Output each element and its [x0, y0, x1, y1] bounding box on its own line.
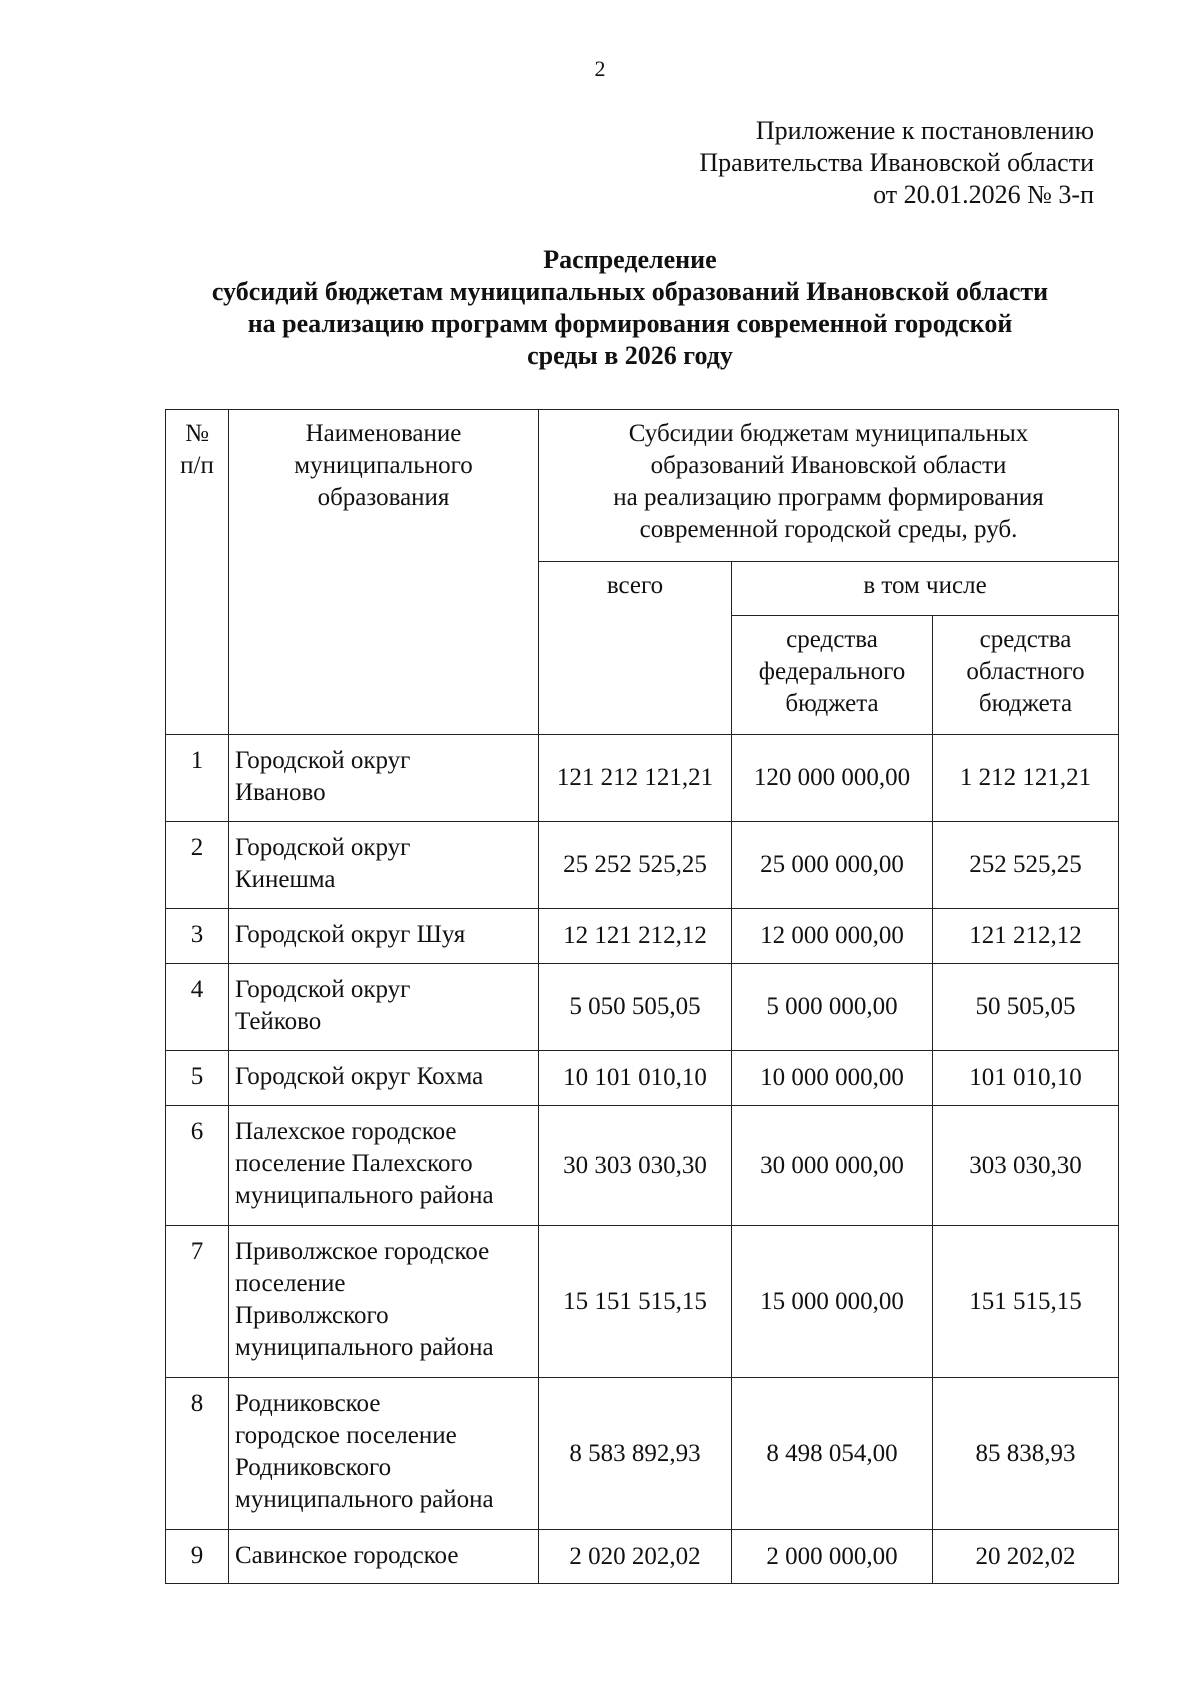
header-text: федерального	[758, 658, 906, 685]
municipality-name-line: Приволжское городское	[235, 1238, 490, 1265]
title-line: Распределение	[543, 245, 717, 274]
municipality-name-line: Тейково	[235, 1008, 322, 1035]
row-number: 2	[166, 822, 229, 909]
table-row	[166, 1051, 1119, 1106]
federal-amount: 8 498 054,00	[732, 1378, 933, 1530]
federal-amount: 2 000 000,00	[732, 1530, 933, 1584]
header-text: Наименование	[305, 420, 462, 447]
municipality-name-line: Городской округ	[235, 747, 411, 774]
table-row	[166, 1226, 1119, 1378]
row-number: 3	[166, 909, 229, 964]
header-text: бюджета	[978, 690, 1073, 717]
municipality-name-line: Городской округ	[235, 976, 411, 1003]
title-line: на реализацию программ формирования современной городской	[247, 309, 1013, 338]
municipality-name-line: поселение	[235, 1270, 346, 1297]
municipality-name-line: Родниковского	[235, 1454, 392, 1481]
federal-amount: 25 000 000,00	[732, 822, 933, 909]
header-text: областного	[966, 658, 1085, 685]
total-amount: 30 303 030,30	[539, 1106, 732, 1226]
municipality-name-line: муниципального района	[235, 1486, 494, 1513]
distribution-table	[165, 409, 1119, 1584]
municipality-name-line: Городской округ Шуя	[235, 921, 466, 948]
total-amount: 12 121 212,12	[539, 909, 732, 964]
total-amount: 2 020 202,02	[539, 1530, 732, 1584]
municipality-name	[229, 1051, 539, 1106]
row-number: 5	[166, 1051, 229, 1106]
document-title	[150, 244, 1110, 372]
header-total	[539, 562, 732, 735]
total-amount: 15 151 515,15	[539, 1226, 732, 1378]
header-subsidies	[539, 410, 1119, 562]
regional-amount: 121 212,12	[933, 909, 1119, 964]
table-row	[166, 735, 1119, 822]
row-number: 8	[166, 1378, 229, 1530]
municipality-name-line: Иваново	[235, 779, 326, 806]
total-amount: 5 050 505,05	[539, 964, 732, 1051]
regional-amount: 303 030,30	[933, 1106, 1119, 1226]
page-number: 2	[594, 56, 606, 81]
municipality-name-line: Палехское городское	[235, 1118, 457, 1145]
title-line: субсидий бюджетам муниципальных образований Ивановской области	[211, 277, 1049, 306]
federal-amount: 10 000 000,00	[732, 1051, 933, 1106]
header-text: на реализацию программ формирования	[613, 484, 1044, 511]
row-number: 4	[166, 964, 229, 1051]
header-text: средства	[786, 626, 878, 653]
header-text: средства	[979, 626, 1072, 653]
table-row	[166, 1378, 1119, 1530]
header-including	[732, 562, 1119, 616]
appendix-line: Приложение к постановлению	[755, 116, 1094, 145]
appendix-reference	[494, 115, 1094, 211]
header-federal	[732, 616, 933, 735]
municipality-name-line: Родниковское	[235, 1390, 381, 1417]
regional-amount: 50 505,05	[933, 964, 1119, 1051]
municipality-name-line: муниципального района	[235, 1182, 494, 1209]
regional-amount: 151 515,15	[933, 1226, 1119, 1378]
municipality-name-line: городское поселение	[235, 1422, 457, 1449]
header-name	[229, 410, 539, 735]
header-text: бюджета	[785, 690, 879, 717]
municipality-name	[229, 1530, 539, 1584]
municipality-name-line: поселение Палехского	[235, 1150, 473, 1177]
municipality-name	[229, 909, 539, 964]
header-text: в том числе	[863, 572, 987, 599]
federal-amount: 30 000 000,00	[732, 1106, 933, 1226]
municipality-name-line: муниципального района	[235, 1334, 494, 1361]
municipality-name	[229, 822, 539, 909]
header-text: современной городской среды, руб.	[639, 516, 1018, 543]
total-amount: 8 583 892,93	[539, 1378, 732, 1530]
regional-amount: 85 838,93	[933, 1378, 1119, 1530]
header-text: всего	[606, 572, 664, 599]
header-text: муниципального	[294, 452, 473, 479]
total-amount: 121 212 121,21	[539, 735, 732, 822]
header-text: образования	[317, 484, 450, 511]
title-line: среды в 2026 году	[527, 341, 733, 370]
header-num	[166, 410, 229, 735]
municipality-name	[229, 1226, 539, 1378]
header-regional	[933, 616, 1119, 735]
regional-amount: 20 202,02	[933, 1530, 1119, 1584]
municipality-name-line: Савинское городское	[235, 1542, 459, 1569]
regional-amount: 1 212 121,21	[933, 735, 1119, 822]
regional-amount: 101 010,10	[933, 1051, 1119, 1106]
table-body	[166, 410, 1119, 1584]
total-amount: 25 252 525,25	[539, 822, 732, 909]
header-row	[166, 410, 1119, 562]
federal-amount: 12 000 000,00	[732, 909, 933, 964]
municipality-name-line: Приволжского	[235, 1302, 389, 1329]
federal-amount: 5 000 000,00	[732, 964, 933, 1051]
header-text: Субсидии бюджетам муниципальных	[628, 420, 1029, 447]
header-text: п/п	[180, 452, 214, 479]
municipality-name-line: Кинешма	[235, 866, 336, 893]
municipality-name	[229, 964, 539, 1051]
regional-amount: 252 525,25	[933, 822, 1119, 909]
federal-amount: 120 000 000,00	[732, 735, 933, 822]
row-number: 1	[166, 735, 229, 822]
appendix-line: Правительства Ивановской области	[699, 148, 1094, 177]
table-row	[166, 909, 1119, 964]
appendix-line: от 20.01.2026 № 3-п	[873, 180, 1094, 209]
table-row	[166, 1106, 1119, 1226]
federal-amount: 15 000 000,00	[732, 1226, 933, 1378]
municipality-name	[229, 1378, 539, 1530]
header-text: образований Ивановской области	[650, 452, 1007, 479]
municipality-name-line: Городской округ	[235, 834, 411, 861]
table-row	[166, 822, 1119, 909]
total-amount: 10 101 010,10	[539, 1051, 732, 1106]
municipality-name	[229, 735, 539, 822]
row-number: 7	[166, 1226, 229, 1378]
row-number: 6	[166, 1106, 229, 1226]
table-row	[166, 1530, 1119, 1584]
header-text: №	[185, 420, 209, 447]
municipality-name-line: Городской округ Кохма	[235, 1063, 484, 1090]
municipality-name	[229, 1106, 539, 1226]
table-row	[166, 964, 1119, 1051]
row-number: 9	[166, 1530, 229, 1584]
